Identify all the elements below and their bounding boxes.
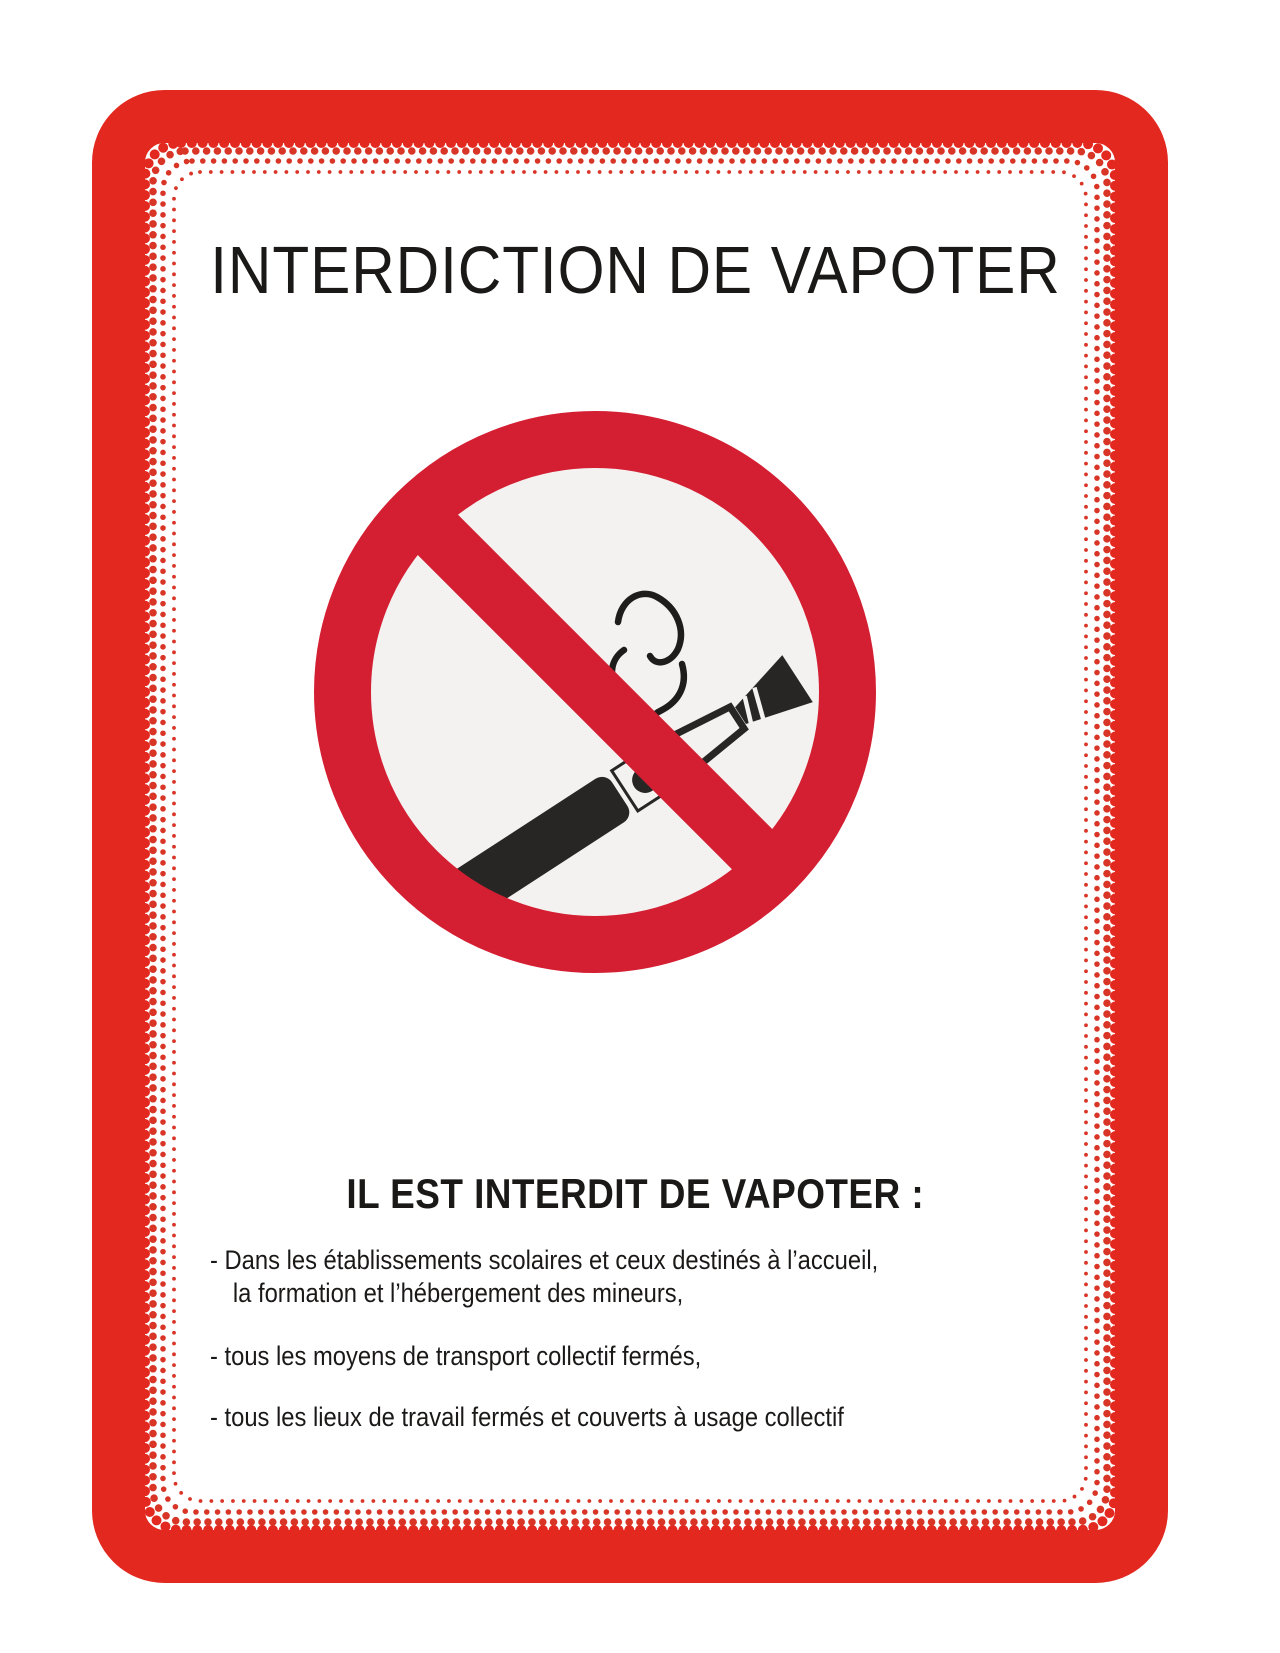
no-vaping-symbol [343, 440, 848, 945]
sign-title-text: INTERDICTION DE VAPOTER [209, 233, 1061, 308]
rule-line: - tous les lieux de travail fermés et couverts à usage collectif [210, 1402, 844, 1432]
sign-subtitle [130, 1170, 1140, 1217]
sign-title [130, 233, 1140, 308]
rule-item [210, 1244, 1072, 1310]
rule-item [210, 1401, 1072, 1434]
rule-line: - tous les moyens de transport collectif fermés, [210, 1341, 702, 1371]
rule-line: - Dans les établissements scolaires et ceux destinés à l’accueil, [210, 1245, 879, 1275]
rule-item [210, 1340, 1072, 1373]
rule-line: la formation et l’hébergement des mineurs, [232, 1278, 684, 1308]
sign-subtitle-text: IL EST INTERDIT DE VAPOTER : [346, 1170, 924, 1217]
rules-list [210, 1244, 1072, 1434]
